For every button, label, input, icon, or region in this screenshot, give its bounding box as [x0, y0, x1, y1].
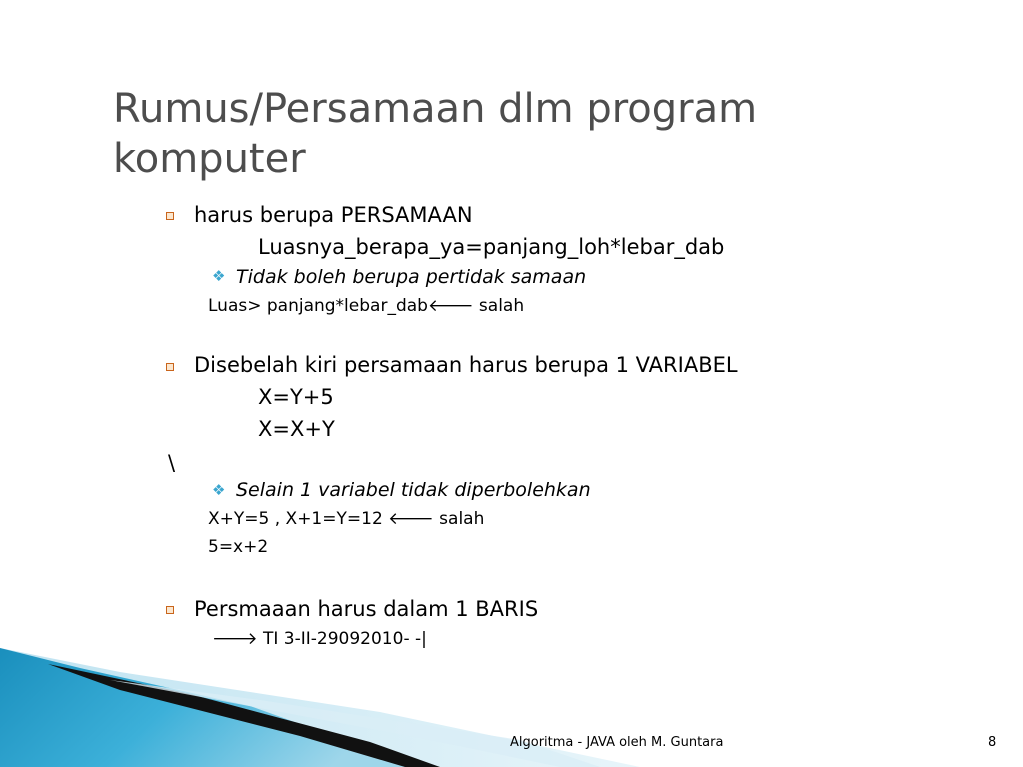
square-bullet-icon — [166, 606, 174, 614]
bullet3-note: TI 3-II-29092010- -| — [257, 629, 427, 649]
square-bullet-icon — [166, 363, 174, 371]
bullet1-wrong-suffix: salah — [473, 296, 525, 316]
bullet1-label: harus berupa PERSAMAAN — [194, 203, 473, 227]
diamond-bullet-icon: ❖ — [212, 267, 226, 285]
stray-backslash: \ — [168, 451, 176, 475]
arrow-left-icon: 🡐 — [427, 296, 474, 316]
bullet2-wrong-example-2: 5=x+2 — [208, 537, 269, 557]
square-bullet-icon — [166, 212, 174, 220]
page-number: 8 — [988, 735, 997, 750]
bullet2-label: Disebelah kiri persamaan harus berupa 1 VARIABEL — [194, 353, 738, 377]
footer-text: Algoritma - JAVA oleh M. Guntara — [510, 735, 724, 750]
bullet2-wrong-example: X+Y=5 , X+1=Y=12 — [208, 509, 389, 529]
bullet2-sub-note: Selain 1 variabel tidak diperbolehkan — [236, 479, 591, 501]
bullet1-sub-note: Tidak boleh berupa pertidak samaan — [236, 266, 587, 288]
bullet1-example: Luasnya_berapa_ya=panjang_loh*lebar_dab — [258, 235, 725, 259]
bullet1-wrong-example-line — [208, 294, 524, 318]
bullet2-wrong-suffix: salah — [433, 509, 485, 529]
bullet2-wrong-example-line — [208, 507, 484, 531]
diamond-bullet-icon: ❖ — [212, 481, 226, 499]
arrow-left-icon: 🡐 — [388, 509, 434, 529]
bullet3-note-line — [212, 627, 427, 651]
bullet2-example-2: X=X+Y — [258, 417, 335, 441]
slide-title: Rumus/Persamaan dlm program komputer — [113, 86, 758, 182]
arrow-right-icon: 🡒 — [212, 629, 258, 649]
bullet1-wrong-example: Luas> panjang*lebar_dab — [208, 296, 428, 316]
bullet2-example-1: X=Y+5 — [258, 385, 334, 409]
bullet3-label: Persmaaan harus dalam 1 BARIS — [194, 597, 539, 621]
